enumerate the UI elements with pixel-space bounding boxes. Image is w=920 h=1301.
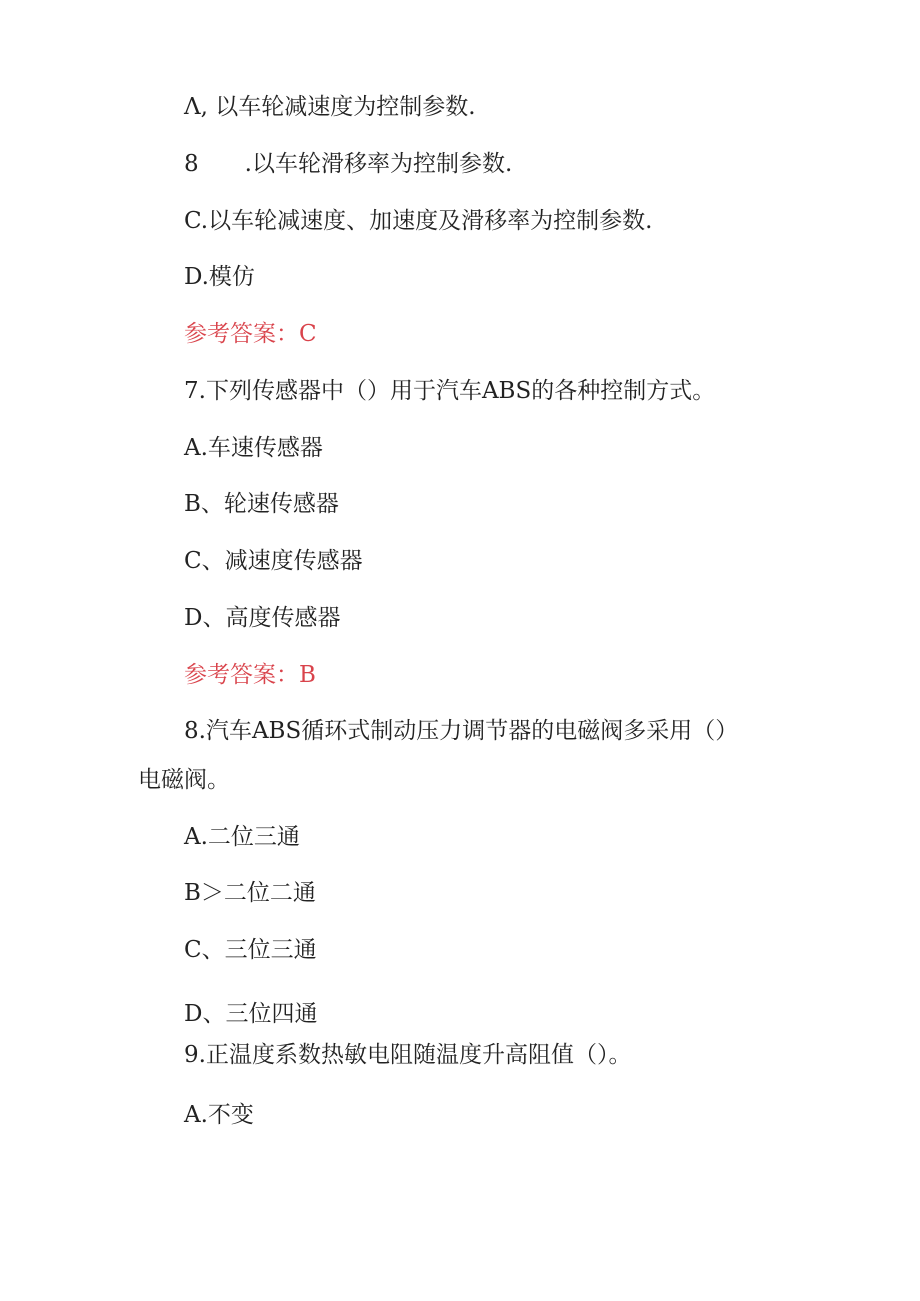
option-line: A.不变 (184, 1102, 254, 1128)
reference-answer: 参考答案：C (184, 321, 317, 347)
option-line: C、三位三通 (184, 937, 317, 963)
option-line: Λ, 以车轮减速度为控制参数. (184, 94, 476, 120)
question-line: 7.下列传感器中（）用于汽车ABS的各种控制方式。 (184, 378, 716, 404)
option-line: A.二位三通 (184, 824, 300, 850)
option-line: B、轮速传感器 (184, 491, 339, 517)
option-line: A.车速传感器 (184, 435, 323, 461)
option-line: C、减速度传感器 (184, 548, 363, 574)
option-line: 8 .以车轮滑移率为控制参数. (184, 151, 513, 177)
reference-answer: 参考答案：B (184, 662, 316, 688)
option-line: D、三位四通 (184, 1001, 318, 1027)
question-continuation: 电磁阀。 (138, 767, 230, 793)
question-line: 9.正温度系数热敏电阻随温度升高阻值（）。 (184, 1042, 632, 1068)
option-line: D.模仿 (184, 264, 255, 290)
option-line: D、高度传感器 (184, 605, 341, 631)
question-line: 8.汽车ABS循环式制动压力调节器的电磁阀多采用（） (184, 718, 739, 744)
option-line: C.以车轮减速度、加速度及滑移率为控制参数. (184, 208, 653, 234)
option-line: B＞二位二通 (184, 880, 316, 906)
